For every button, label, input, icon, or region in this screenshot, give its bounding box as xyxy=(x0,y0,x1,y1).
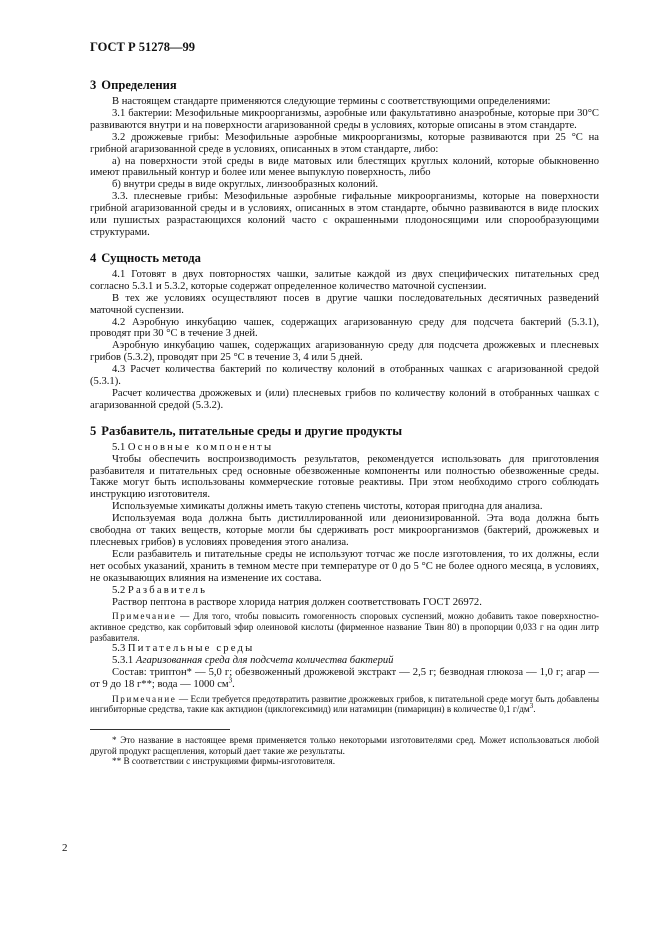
subsection-5-3-1-number: 5.3.1 xyxy=(112,655,134,667)
subsection-5-2-heading xyxy=(90,585,599,597)
note-5-3-1-superscript: 3 xyxy=(529,702,534,711)
paragraph-4-3: 4.3 Расчет количества бактерий по количеству колоний в отобранных чашках с агаризованной средой (5.3.1). xyxy=(90,364,599,388)
composition-end: . xyxy=(232,678,235,690)
subsection-5-1-number: 5.1 xyxy=(112,441,126,453)
composition-superscript: 3 xyxy=(228,676,233,685)
definition-3-1: 3.1 бактерии: Мезофильные микроорганизмы, аэробные или факультативно анаэробные, которые при 30°С развиваются внутри и на поверхности агаризованной среды в условиях, которые описаны в этом стандарте. xyxy=(90,107,599,131)
page-number: 2 xyxy=(62,842,68,854)
subsection-5-3-1-heading xyxy=(90,655,599,667)
note-5-3-1-label: Примечание xyxy=(112,693,177,704)
note-5-2-label: Примечание xyxy=(112,611,177,622)
note-5-3-1-end: . xyxy=(533,704,536,715)
footnote-2: ** В соответствии с инструкциями фирмы-изготовителя. xyxy=(112,756,336,767)
section-4-number: 4 xyxy=(90,250,97,265)
subsection-5-3-title: Питательные среды xyxy=(127,643,255,655)
definition-3-3: 3.3. плесневые грибы: Мезофильные аэробные гифальные микроорганизмы, которые на поверхности грибной агаризованной среды и в условиях, описанных в этом стандарте, обычно развиваются в виде плоских или пушистых разрастающихся колоний часто с окрашенными плодоносящими или спорообразующими структурами. xyxy=(90,191,599,238)
section-5-number: 5 xyxy=(90,423,97,438)
definition-3-2: 3.2 дрожжевые грибы: Мезофильные аэробные микроорганизмы, которые развиваются при 25 °С на грибной агаризованной среде в условиях, описанных в этом стандарте, либо: xyxy=(90,131,599,155)
paragraph-4-1-b: В тех же условиях осуществляют посев в другие чашки последовательных десятичных разведений маточной суспензии. xyxy=(90,292,599,316)
note-5-2 xyxy=(90,611,599,643)
paragraph-4-1: 4.1 Готовят в двух повторностях чашки, залитые каждой из двух специфических питательных сред согласно 5.3.1 и 5.3.2, которые содержат определенное количество маточной суспензии. xyxy=(90,268,599,292)
paragraph-5-2: Раствор пептона в растворе хлорида натрия должен соответствовать ГОСТ 26972. xyxy=(112,596,482,608)
section-3-title: Определения xyxy=(101,78,177,92)
paragraph-5-1-b: Используемые химикаты должны иметь такую степень чистоты, которая пригодна для анализа. xyxy=(112,501,543,513)
document-header: ГОСТ Р 51278—99 xyxy=(90,40,196,54)
note-5-2-text: — Для того, чтобы повысить гомогенность споровых суспензий, можно добавить такое поверхностно-активное средство, как сорбитовый эфир олеиновой кислоты (фирменное название Твин 80) в пропорции 0,033 г на один литр разбавителя. xyxy=(90,611,599,643)
paragraph-4-3-b: Расчет количества дрожжевых и (или) плесневых грибов по количеству колоний в отобранных чашках с агаризованной средой (5.3.2). xyxy=(90,387,599,411)
subsection-5-1-title: Основные компоненты xyxy=(127,441,274,453)
section-4-heading xyxy=(90,251,599,266)
footnote-divider xyxy=(90,729,230,730)
note-5-3-1-text: — Если требуется предотвратить развитие дрожжевых грибов, к питательной среде могут быть добавлены ингибиторные средства, такие как актидион (циклогексимид) или натамицин (пимарицин) в количестве 0,1 г/дм xyxy=(90,693,599,715)
composition-text: Состав: триптон* — 5,0 г; обезвоженный дрожжевой экстракт — 2,5 г; безводная глюкоза — 1,0 г; агар — от 9 до 18 г**; вода — 1000 см xyxy=(90,667,599,690)
paragraph-4-2: 4.2 Аэробную инкубацию чашек, содержащих агаризованную среду для подсчета бактерий (5.3.1), проводят при 30 °С в течение 3 дней. xyxy=(90,316,599,340)
subsection-5-3-1-title: Агаризованная среда для подсчета количества бактерий xyxy=(135,655,394,667)
paragraph-4-2-b: Аэробную инкубацию чашек, содержащих агаризованную среду для подсчета дрожжевых и плесневых грибов (5.3.2), проводят при 25 °С в течение 3, 4 или 5 дней. xyxy=(90,340,599,364)
definition-3-2-a: а) на поверхности этой среды в виде матовых или блестящих круглых колоний, которые обыкновенно имеют правильный контур и более или менее выпуклую поверхность, либо xyxy=(90,155,599,179)
subsection-5-1-heading xyxy=(90,442,599,454)
subsection-5-2-title: Разбавитель xyxy=(127,584,208,596)
definition-3-2-b: б) внутри среды в виде округлых, линзообразных колоний. xyxy=(112,179,379,191)
paragraph-5-1-a: Чтобы обеспечить воспроизводимость результатов, рекомендуется использовать для приготовления разбавителя и питательных сред основные обезвоженные компоненты или полностью обезвоженные среды. Также могут быть использованы коммерческие готовые реактивы. При этом необходимо строго соблюдать инструкцию изготовителя. xyxy=(90,453,599,501)
section-3-number: 3 xyxy=(90,78,97,92)
subsection-5-2-number: 5.2 xyxy=(112,584,126,596)
composition-5-3-1 xyxy=(90,667,599,691)
section-5-heading xyxy=(90,424,599,439)
subsection-5-3-heading xyxy=(90,643,599,655)
paragraph-5-1-d: Если разбавитель и питательные среды не используют тотчас же после изготовления, то их должны, если нет особых указаний, хранить в темном месте при температуре от 0 до 5 °С не более одного месяца, в условиях, не оказывающих влияния на изменение их состава. xyxy=(90,548,599,584)
section-5-title: Разбавитель, питательные среды и другие продукты xyxy=(101,423,403,438)
note-5-3-1 xyxy=(90,694,599,715)
paragraph-5-1-c: Используемая вода должна быть дистиллированной или деионизированной. Эта вода должна быть свободна от таких веществ, которые могли бы сдерживать рост микроорганизмов (бактерий, дрожжевых и плесневых грибов) в условиях проведения этого анализа. xyxy=(90,513,599,548)
section-4-title: Сущность метода xyxy=(101,250,201,265)
section-3-heading xyxy=(90,78,599,93)
subsection-5-3-number: 5.3 xyxy=(112,643,126,655)
footnote-1: * Это название в настоящее время применяется только некоторыми изготовителями сред. Может использоваться любой другой продукт расщепления, который дает такие же результаты. xyxy=(90,735,599,756)
section-3-intro: В настоящем стандарте применяются следующие термины с соответствующими определениями: xyxy=(112,96,551,107)
